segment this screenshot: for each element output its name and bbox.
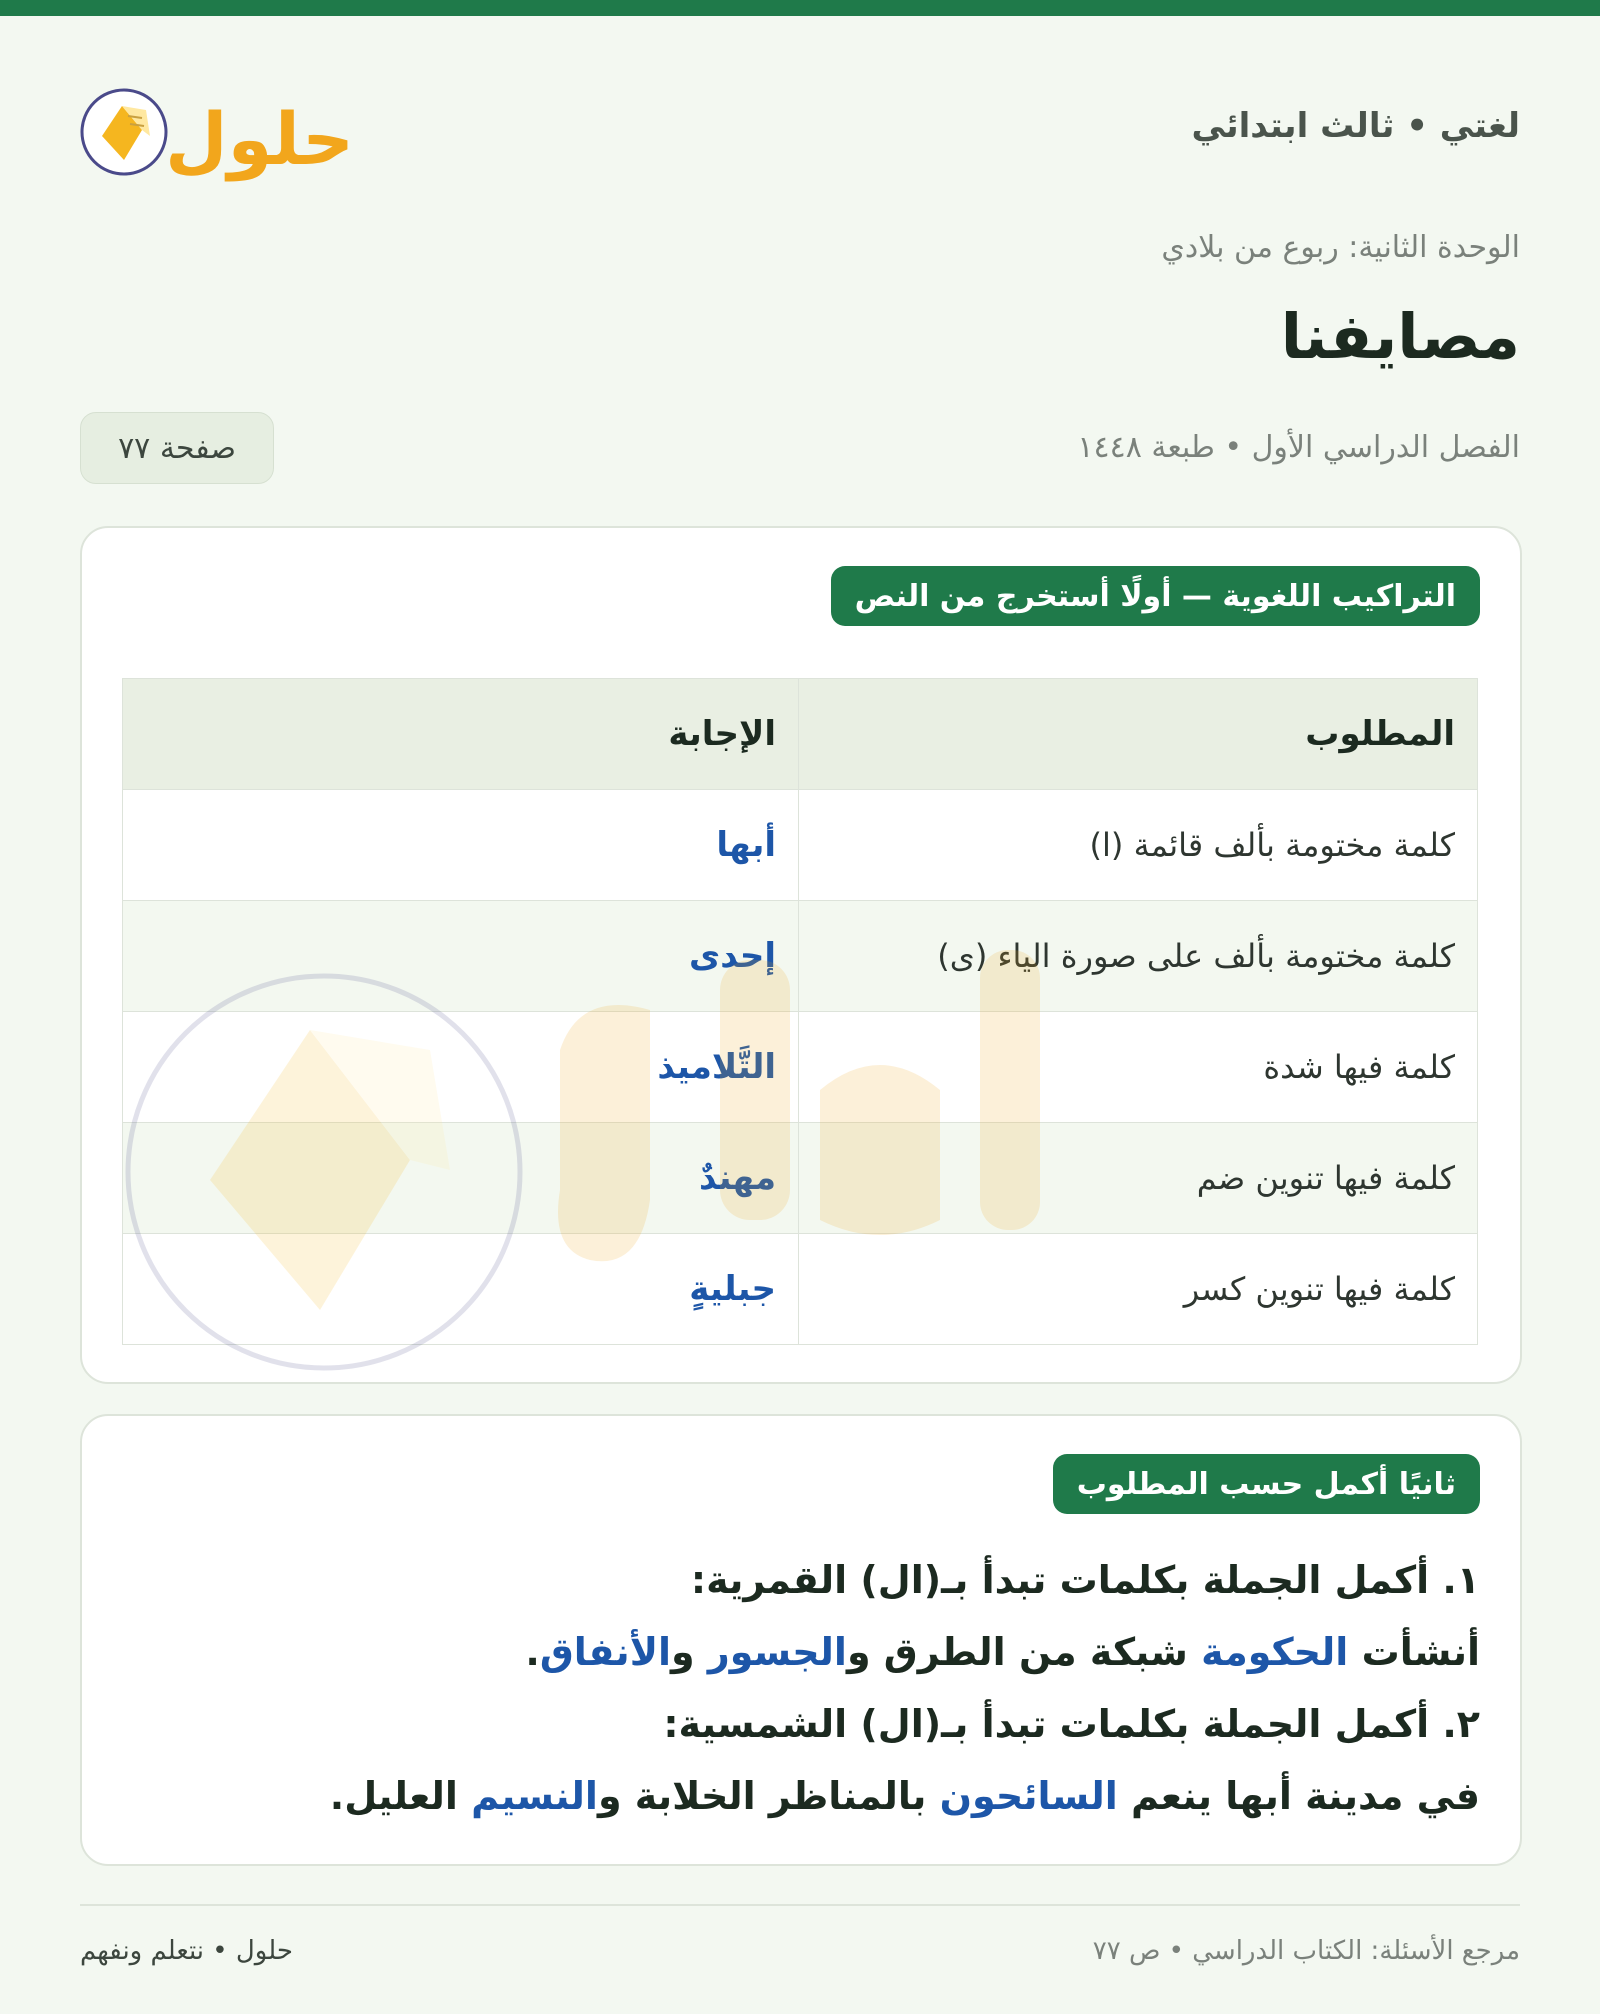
table-row <box>123 901 1478 1012</box>
logo-text: حلول <box>165 97 354 181</box>
answer-line <box>122 1616 1480 1688</box>
subject-title: لغتي • ثالث ابتدائي <box>1191 106 1520 146</box>
footer-reference: مرجع الأسئلة: الكتاب الدراسي • ص ٧٧ <box>1092 1936 1520 1966</box>
answer-highlight: السائحون <box>939 1774 1118 1818</box>
answer-text: شبكة من الطرق و <box>846 1630 1202 1674</box>
answer-text: بالمناظر الخلابة و <box>597 1774 940 1818</box>
answer-text: أنشأت <box>1348 1630 1480 1674</box>
question-cell: كلمة مختومة بألف قائمة (ا) <box>799 790 1478 901</box>
column-header-answer: الإجابة <box>123 679 799 790</box>
unit-label: الوحدة الثانية: ربوع من بلادي <box>1161 230 1520 265</box>
answer-highlight: الجسور <box>707 1630 847 1674</box>
footer-brand: حلول • نتعلم ونفهم <box>80 1936 293 1966</box>
answer-line <box>122 1760 1480 1832</box>
table-row <box>123 1234 1478 1345</box>
answer-text: العليل. <box>329 1774 472 1818</box>
answer-cell: جبليةٍ <box>123 1234 799 1345</box>
exercise-lines <box>122 1544 1480 1832</box>
question-cell: كلمة فيها شدة <box>799 1012 1478 1123</box>
question-cell: كلمة فيها تنوين كسر <box>799 1234 1478 1345</box>
answer-cell: مهندٌ <box>123 1123 799 1234</box>
hulool-logo[interactable] <box>80 66 360 196</box>
top-accent-bar <box>0 0 1600 16</box>
column-header-required: المطلوب <box>799 679 1478 790</box>
answer-highlight: النسيم <box>471 1774 598 1818</box>
semester-label: الفصل الدراسي الأول • طبعة ١٤٤٨ <box>1077 430 1520 465</box>
section-tag: ثانيًا أكمل حسب المطلوب <box>1053 1454 1480 1514</box>
question-line: ٢. أكمل الجملة بكلمات تبدأ بـ(ال) الشمسية: <box>663 1702 1480 1746</box>
table-row <box>123 1012 1478 1123</box>
answer-cell: أبها <box>123 790 799 901</box>
section-tag: التراكيب اللغوية — أولًا أستخرج من النص <box>831 566 1480 626</box>
page-header <box>80 60 1520 200</box>
complete-sentences-card <box>80 1414 1522 1866</box>
answer-text: و <box>671 1630 708 1674</box>
language-structures-card <box>80 526 1522 1384</box>
question-cell: كلمة مختومة بألف على صورة الياء (ى) <box>799 901 1478 1012</box>
table-row <box>123 790 1478 901</box>
answer-text: . <box>525 1630 540 1674</box>
table-header-row <box>123 679 1478 790</box>
page-title: مصايفنا <box>1280 300 1520 373</box>
answer-highlight: الحكومة <box>1201 1630 1349 1674</box>
answer-cell: التَّلاميذ <box>123 1012 799 1123</box>
question-line: ١. أكمل الجملة بكلمات تبدأ بـ(ال) القمرية: <box>690 1558 1480 1602</box>
footer-divider <box>80 1904 1520 1906</box>
table-row <box>123 1123 1478 1234</box>
answer-highlight: الأنفاق <box>539 1630 672 1674</box>
page-number-badge: صفحة ٧٧ <box>80 412 274 484</box>
answer-cell: إحدى <box>123 901 799 1012</box>
answer-text: في مدينة أبها ينعم <box>1117 1774 1480 1818</box>
question-cell: كلمة فيها تنوين ضم <box>799 1123 1478 1234</box>
answers-table <box>122 678 1478 1345</box>
